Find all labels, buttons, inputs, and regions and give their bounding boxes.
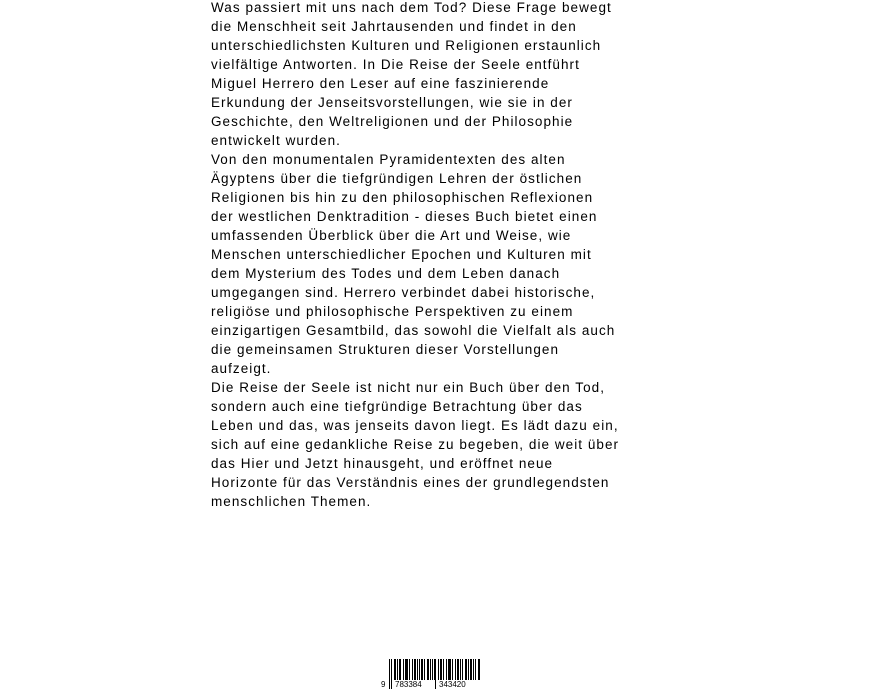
text-line: Erkundung der Jenseitsvorstellungen, wie sie in der xyxy=(211,95,573,110)
barcode-bar xyxy=(407,659,408,680)
text-line: aufzeigt. xyxy=(211,361,272,376)
barcode-bar xyxy=(470,659,471,680)
barcode-bar xyxy=(430,659,431,680)
barcode-bar xyxy=(458,659,459,680)
barcode-bar xyxy=(406,659,407,680)
barcode-bar xyxy=(449,659,450,680)
book-description xyxy=(211,0,671,511)
barcode-bar xyxy=(412,659,413,680)
barcode-bar xyxy=(475,659,476,680)
barcode-first-digit: 9 xyxy=(381,680,386,689)
barcode-bar xyxy=(438,659,439,680)
text-line: der westlichen Denktradition - dieses Buch bietet einen xyxy=(211,209,598,224)
barcode-bar xyxy=(450,659,451,680)
barcode-bar xyxy=(424,659,425,680)
text-line: entwickelt wurden. xyxy=(211,133,341,148)
barcode-bar xyxy=(440,659,441,680)
barcode-bar xyxy=(391,659,392,689)
barcode-bar xyxy=(427,659,428,680)
text-line: dem Mysterium des Todes und dem Leben danach xyxy=(211,266,561,281)
text-line: Religionen bis hin zu den philosophischen Reflexionen xyxy=(211,190,594,205)
barcode-bar xyxy=(434,659,435,680)
isbn-barcode xyxy=(381,659,487,696)
barcode-graphic xyxy=(381,659,487,696)
barcode-bar xyxy=(448,659,449,680)
barcode-right-digits: 343420 xyxy=(439,680,466,689)
text-line: Die Reise der Seele ist nicht nur ein Buch über den Tod, xyxy=(211,380,605,395)
barcode-bar xyxy=(441,659,442,680)
barcode-bar xyxy=(432,659,433,680)
text-line: die gemeinsamen Strukturen dieser Vorstellungen xyxy=(211,342,560,357)
text-line: einzigartigen Gesamtbild, das sowohl die Vielfalt als auch xyxy=(211,323,616,338)
barcode-left-digits: 783384 xyxy=(395,680,422,689)
barcode-bar xyxy=(468,659,469,680)
text-line: Ägyptens über die tiefgründigen Lehren der östlichen xyxy=(211,171,583,186)
barcode-bar xyxy=(443,659,444,680)
barcode-bar xyxy=(417,659,418,680)
text-line: sondern auch eine tiefgründige Betrachtung über das xyxy=(211,399,583,414)
barcode-bar xyxy=(460,659,461,680)
barcode-bar xyxy=(409,659,410,680)
barcode-bar xyxy=(479,659,480,680)
barcode-bar xyxy=(414,659,415,680)
text-line: religiöse und philosophische Perspektiven zu einem xyxy=(211,304,574,319)
text-line: Horizonte für das Verständnis eines der grundlegendsten xyxy=(211,475,610,490)
text-line: Miguel Herrero den Leser auf eine faszinierende xyxy=(211,76,550,91)
text-line: vielfältige Antworten. In Die Reise der Seele entführt xyxy=(211,57,580,72)
text-line: umfassenden Überblick über die Art und Weise, wie xyxy=(211,228,572,243)
barcode-bar xyxy=(478,659,479,680)
text-line: menschlichen Themen. xyxy=(211,494,372,509)
text-line: umgegangen sind. Herrero verbindet dabei historische, xyxy=(211,285,596,300)
text-line: Leben und das, was jenseits davon liegt. Es lädt dazu ein, xyxy=(211,418,619,433)
barcode-bar xyxy=(399,659,400,680)
barcode-bar xyxy=(473,659,474,680)
barcode-bar xyxy=(446,659,447,680)
barcode-bar xyxy=(435,659,436,689)
description-paragraph-3 xyxy=(211,378,671,511)
text-line: die Menschheit seit Jahrtausenden und findet in den xyxy=(211,19,577,34)
barcode-bar xyxy=(462,659,463,680)
text-line: Geschichte, den Weltreligionen und der Philosophie xyxy=(211,114,574,129)
barcode-bar xyxy=(389,659,390,689)
barcode-bar xyxy=(452,659,453,680)
barcode-bar xyxy=(394,659,395,680)
barcode-bar xyxy=(455,659,456,680)
text-line: Menschen unterschiedlicher Epochen und Kulturen mit xyxy=(211,247,592,262)
barcode-bar xyxy=(395,659,396,680)
text-line: sich auf eine gedankliche Reise zu begeben, die weit über xyxy=(211,437,620,452)
barcode-bar xyxy=(465,659,466,680)
description-paragraph-2 xyxy=(211,150,671,378)
description-paragraph-1 xyxy=(211,0,671,150)
barcode-bar xyxy=(422,659,423,680)
barcode-bar xyxy=(397,659,398,680)
text-line: Von den monumentalen Pyramidentexten des alten xyxy=(211,152,566,167)
barcode-bar xyxy=(457,659,458,680)
text-line: Was passiert mit uns nach dem Tod? Diese Frage bewegt xyxy=(211,0,612,15)
barcode-bar xyxy=(405,659,406,680)
barcode-bar xyxy=(400,659,401,680)
barcode-bar xyxy=(415,659,416,680)
text-line: das Hier und Jetzt hinausgeht, und eröffnet neue xyxy=(211,456,554,471)
barcode-bar xyxy=(471,659,472,680)
barcode-bar xyxy=(428,659,429,680)
barcode-bar xyxy=(466,659,467,680)
barcode-bar xyxy=(403,659,404,680)
text-line: unterschiedlichsten Kulturen und Religionen erstaunlich xyxy=(211,38,602,53)
barcode-bar xyxy=(419,659,420,680)
barcode-bar xyxy=(421,659,422,680)
